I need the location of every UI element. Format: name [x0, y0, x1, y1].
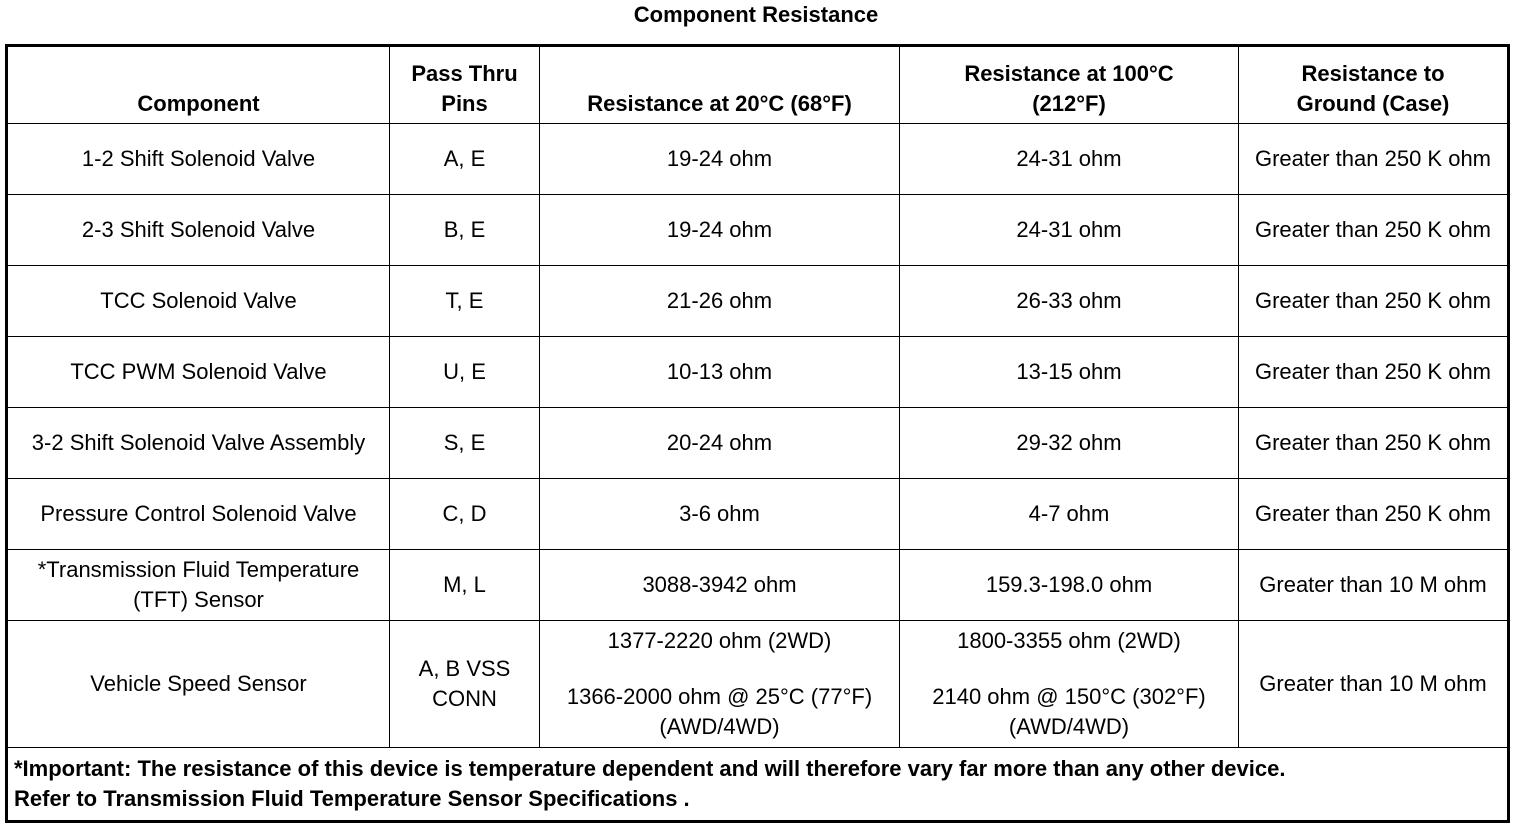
- cell-resistance-ground: Greater than 10 M ohm: [1239, 621, 1509, 748]
- cell-resistance-20c: [540, 621, 900, 748]
- table-row-vss: [7, 621, 1509, 748]
- cell-pins: A, E: [390, 124, 540, 195]
- cell-resistance-20c: 21-26 ohm: [540, 266, 900, 337]
- cell-resistance-ground: Greater than 10 M ohm: [1239, 550, 1509, 621]
- table-row: [7, 124, 1509, 195]
- cell-component: 2-3 Shift Solenoid Valve: [7, 195, 390, 266]
- important-note: [7, 748, 1509, 822]
- cell-resistance-ground: Greater than 250 K ohm: [1239, 337, 1509, 408]
- cell-resistance-100c: 26-33 ohm: [900, 266, 1239, 337]
- cell-resistance-ground: Greater than 250 K ohm: [1239, 195, 1509, 266]
- header-resistance-100c: [900, 46, 1239, 124]
- cell-resistance-100c: [900, 621, 1239, 748]
- header-resistance-ground-line1: Resistance to: [1301, 61, 1445, 86]
- cell-resistance-20c: 20-24 ohm: [540, 408, 900, 479]
- header-resistance-ground-line2: Ground (Case): [1296, 91, 1450, 116]
- important-note-line2: Refer to Transmission Fluid Temperature Sensor Specifications .: [14, 786, 690, 811]
- header-resistance-100c-line1: Resistance at 100°C: [964, 61, 1174, 86]
- cell-resistance-100c-4wd: 2140 ohm @ 150°C (302°F) (AWD/4WD): [932, 684, 1206, 739]
- header-resistance-20c: Resistance at 20°C (68°F): [540, 46, 900, 124]
- table-note-row: [7, 748, 1509, 822]
- cell-resistance-20c-2wd: 1377-2220 ohm (2WD): [607, 628, 832, 653]
- cell-resistance-20c: 10-13 ohm: [540, 337, 900, 408]
- cell-pins: T, E: [390, 266, 540, 337]
- cell-pins: M, L: [390, 550, 540, 621]
- cell-resistance-ground: Greater than 250 K ohm: [1239, 124, 1509, 195]
- cell-resistance-ground: Greater than 250 K ohm: [1239, 479, 1509, 550]
- table-row: [7, 266, 1509, 337]
- header-resistance-100c-line2: (212°F): [1032, 91, 1106, 116]
- header-component: Component: [7, 46, 390, 124]
- cell-resistance-100c: 13-15 ohm: [900, 337, 1239, 408]
- cell-resistance-20c: 19-24 ohm: [540, 124, 900, 195]
- cell-resistance-20c: 3-6 ohm: [540, 479, 900, 550]
- header-pins: Pass Thru Pins: [390, 46, 540, 124]
- table-row: [7, 479, 1509, 550]
- table-header-row: [7, 46, 1509, 124]
- table-row: [7, 195, 1509, 266]
- cell-component: *Transmission Fluid Temperature (TFT) Sensor: [7, 550, 390, 621]
- cell-pins: S, E: [390, 408, 540, 479]
- cell-component: 1-2 Shift Solenoid Valve: [7, 124, 390, 195]
- cell-pins: B, E: [390, 195, 540, 266]
- cell-pins: A, B VSS CONN: [390, 621, 540, 748]
- cell-resistance-20c-4wd: 1366-2000 ohm @ 25°C (77°F) (AWD/4WD): [566, 684, 873, 739]
- cell-component: Vehicle Speed Sensor: [7, 621, 390, 748]
- cell-component: TCC PWM Solenoid Valve: [7, 337, 390, 408]
- cell-resistance-100c: 29-32 ohm: [900, 408, 1239, 479]
- cell-resistance-100c: 159.3-198.0 ohm: [900, 550, 1239, 621]
- header-resistance-ground: [1239, 46, 1509, 124]
- cell-resistance-ground: Greater than 250 K ohm: [1239, 408, 1509, 479]
- cell-component: 3-2 Shift Solenoid Valve Assembly: [7, 408, 390, 479]
- page-title: Component Resistance: [633, 2, 879, 27]
- cell-component: Pressure Control Solenoid Valve: [7, 479, 390, 550]
- cell-resistance-100c: 24-31 ohm: [900, 195, 1239, 266]
- table-row: [7, 550, 1509, 621]
- component-resistance-table: [5, 44, 1510, 823]
- cell-pins: U, E: [390, 337, 540, 408]
- cell-resistance-ground: Greater than 250 K ohm: [1239, 266, 1509, 337]
- cell-component: TCC Solenoid Valve: [7, 266, 390, 337]
- cell-resistance-20c: 19-24 ohm: [540, 195, 900, 266]
- cell-resistance-20c: 3088-3942 ohm: [540, 550, 900, 621]
- cell-pins: C, D: [390, 479, 540, 550]
- important-note-line1: *Important: The resistance of this device is temperature dependent and will therefore vary far more than any other device.: [14, 756, 1286, 781]
- cell-resistance-100c: 4-7 ohm: [900, 479, 1239, 550]
- cell-resistance-100c-2wd: 1800-3355 ohm (2WD): [957, 628, 1181, 653]
- table-row: [7, 408, 1509, 479]
- table-row: [7, 337, 1509, 408]
- cell-resistance-100c: 24-31 ohm: [900, 124, 1239, 195]
